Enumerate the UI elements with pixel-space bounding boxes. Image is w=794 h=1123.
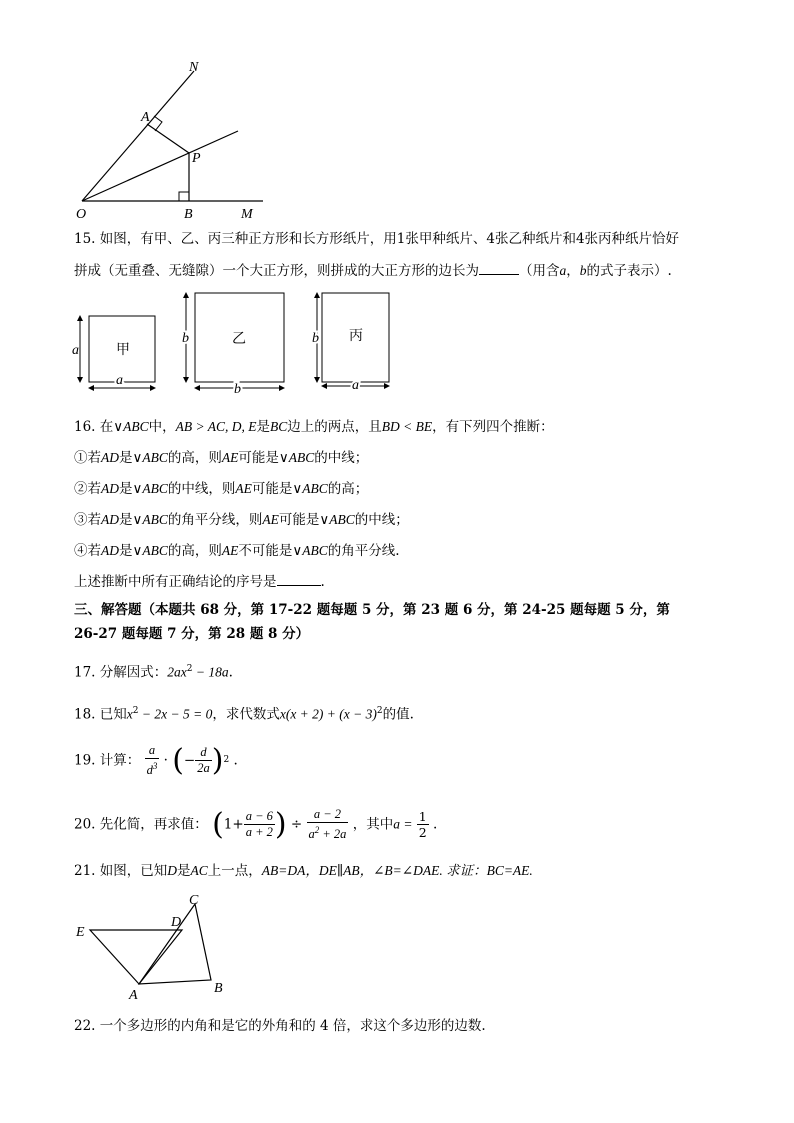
fig21-label-C: C	[189, 893, 199, 908]
label-N: N	[189, 60, 199, 75]
card-yi-name: 乙	[232, 332, 246, 347]
label-P: P	[192, 151, 201, 166]
fig21-label-D: D	[171, 915, 182, 930]
card-yi-side: b	[182, 331, 189, 346]
q15-line1: 15. 如图，有甲、乙、丙三种正方形和长方形纸片，用1张甲种纸片、4张乙种纸片和4张丙种纸片恰好	[74, 231, 680, 247]
label-M: M	[241, 207, 253, 222]
label-A: A	[141, 110, 150, 125]
q16-item-2: ②若AD是∨ABC的中线，则AE可能是∨ABC的高；	[74, 481, 369, 497]
section3-heading-line2: 26-27 题每题 7 分，第 28 题 8 分）	[74, 626, 310, 642]
fig21-label-E: E	[76, 925, 85, 940]
q20: 20. 先化简，再求值： (1+ $\frac{a - 6}{a + 2}$ ) ÷ $\frac{a - 2}{a^2 + 2a}$ ，其中a = $\frac{1}{2}$ .	[74, 806, 438, 842]
fig21-label-A: A	[129, 988, 138, 1003]
label-B: B	[184, 207, 193, 222]
q21: 21. 如图，已知D是AC上一点，AB=DA，DE∥AB，∠B=∠DAE. 求证：BC=AE.	[74, 863, 533, 879]
section3-heading-line1: 三、解答题（本题共 68 分，第 17-22 题每题 5 分，第 23 题 6 分，第 24-25 题每题 5 分，第	[74, 602, 670, 618]
figure-angle-bisector	[70, 55, 270, 225]
card-bing-side: b	[312, 331, 319, 346]
card-yi-bottom: b	[234, 382, 241, 397]
q16-item-4: ④若AD是∨ABC的高，则AE不可能是∨ABC的角平分线.	[74, 543, 400, 559]
q16-stem: 16. 在∨ABC中，AB > AC, D, E是BC边上的两点，且BD < BE，有下列四个推断：	[74, 419, 554, 435]
card-jia-bottom: a	[116, 373, 123, 388]
card-jia-side: a	[72, 343, 79, 358]
figure-paper-cards	[70, 288, 400, 397]
answer-blank[interactable]	[479, 274, 519, 275]
card-bing-name: 丙	[349, 329, 363, 344]
q16-item-3: ③若AD是∨ABC的角平分线，则AE可能是∨ABC的中线；	[74, 512, 409, 528]
figure-triangles	[70, 888, 240, 1008]
q22: 22. 一个多边形的内角和是它的外角和的 4 倍，求这个多边形的边数.	[74, 1018, 486, 1034]
q19: 19. 计算： $\frac{a}{d^3}$ · (− $\frac{d}{2a}$ )$^2$ .	[74, 742, 238, 778]
q16-item-1: ①若AD是∨ABC的高，则AE可能是∨ABC的中线；	[74, 450, 369, 466]
q16-conclusion: 上述推断中所有正确结论的序号是 .	[74, 574, 325, 590]
card-bing-bottom: a	[352, 378, 359, 393]
q17: 17. 分解因式：$2ax^2 - 18a$.	[74, 664, 233, 681]
label-O: O	[76, 207, 87, 222]
answer-blank[interactable]	[277, 585, 321, 586]
q18: 18. 已知$x^2 - 2x - 5 = 0$，求代数式$x(x + 2) + (x - 3)^2$的值.	[74, 706, 414, 723]
fig21-label-B: B	[214, 981, 223, 996]
q15-line2: 拼成（无重叠、无缝隙）一个大正方形，则拼成的大正方形的边长为 （用含a，b的式子表示）.	[74, 263, 672, 279]
card-jia-name: 甲	[116, 343, 130, 358]
